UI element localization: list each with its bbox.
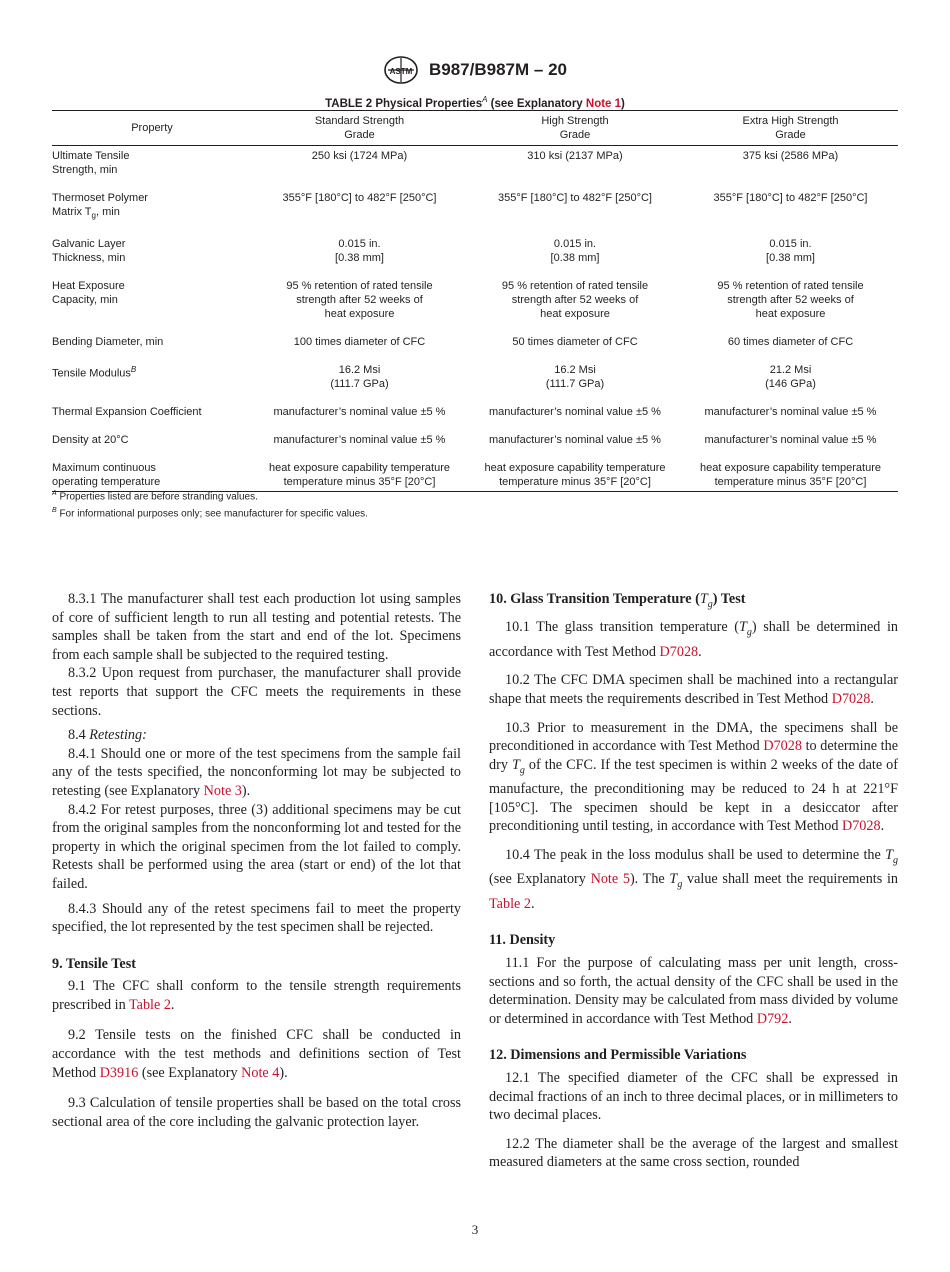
paragraph-8-4-1: 8.4.1 Should one or more of the test specimens from the sample fail any of the tests specified, the nonconforming lot may be subjected to retesting (see Explanatory Note 3). (52, 745, 461, 799)
table-column-header: High Strength Grade (541, 115, 609, 141)
value-cell-standard: 355°F [180°C] to 482°F [250°C] (282, 192, 437, 204)
property-cell: Tensile Modulus$^B$ (52, 365, 137, 380)
right-column (489, 590, 898, 1172)
footnote: $^B$ For informational purposes only; see manufacturer for specific values. (52, 506, 368, 520)
value-cell-standard: heat exposure capability temperature temperature minus 35°F [20°C] (269, 462, 450, 489)
value-cell-standard: 250 ksi (1724 MPa) (311, 150, 408, 162)
property-cell: Thermoset Polymer Matrix $T_g$, min (52, 192, 148, 221)
value-cell-high: 16.2 Msi (111.7 GPa) (545, 364, 605, 391)
property-cell: Heat Exposure Capacity, min (52, 280, 125, 307)
footnote: $^A$ Properties listed are before stranding values. (52, 490, 258, 503)
value-cell-extra: 21.2 Msi (146 GPa) (765, 364, 816, 391)
value-cell-standard: 0.015 in. [0.38 mm] (335, 238, 384, 265)
paragraph-9-3: 9.3 Calculation of tensile properties shall be based on the total cross sectional area of the core including the galvanic protection layer. (52, 1095, 461, 1130)
value-cell-extra: manufacturer’s nominal value ±5 % (704, 406, 877, 419)
value-cell-high: 310 ksi (2137 MPa) (527, 150, 623, 162)
paragraph-12-1: 12.1 The specified diameter of the CFC shall be expressed in decimal fractions of an inch to three decimal places, or in millimeters to two decimal places. (489, 1070, 898, 1124)
note-3-link[interactable]: Note 3 (203, 782, 242, 799)
d792-link[interactable]: D792 (756, 1010, 789, 1027)
section-11-heading: 11. Density (489, 932, 556, 949)
table-column-header: Property (131, 122, 173, 134)
value-cell-high: manufacturer’s nominal value ±5 % (489, 434, 661, 447)
table-row (52, 332, 898, 360)
d7028-link[interactable]: D7028 (831, 691, 871, 708)
paragraph-9-2: 9.2 Tensile tests on the finished CFC shall be conducted in accordance with the test methods and definitions section of Test Method D3916 (see Explanatory Note 4). (52, 1027, 461, 1081)
d7028-link[interactable]: D7028 (659, 643, 699, 660)
table-column-header: Extra High Strength Grade (742, 115, 839, 141)
paragraph-10-1: 10.1 The glass transition temperature $(T_g)$ shall be determined in accordance with Test Method D7028. (489, 619, 898, 660)
d3916-link[interactable]: D3916 (99, 1064, 139, 1081)
section-9-heading: 9. Tensile Test (52, 955, 136, 972)
paragraph-8-3-1: 8.3.1 The manufacturer shall test each production lot using samples of core of sufficient length to run all testing and potential retests. The samples shall be taken from the start and end of the lot. Specimens from each sample shall be subjected to the required testing. (52, 591, 461, 663)
value-cell-extra: 0.015 in. [0.38 mm] (766, 238, 815, 265)
paragraph-12-2: 12.2 The diameter shall be the average of the largest and smallest measured diameters at the same cross section, rounded (489, 1135, 898, 1171)
paragraph-10-4: 10.4 The peak in the loss modulus shall be used to determine the $T_g$ (see Explanatory Note 5). The $T_g$ value shall meet the requirements in Table 2. (489, 847, 898, 912)
table-row (52, 146, 898, 189)
value-cell-high: 50 times diameter of CFC (512, 336, 638, 349)
value-cell-standard: manufacturer’s nominal value ±5 % (273, 406, 446, 419)
physical-properties-table (52, 110, 898, 492)
property-cell: Maximum continuous operating temperature (52, 462, 161, 489)
property-cell: Thermal Expansion Coefficient (52, 406, 202, 419)
property-cell: Galvanic Layer Thickness, min (52, 238, 126, 265)
value-cell-extra: 60 times diameter of CFC (727, 336, 854, 349)
note-1-link[interactable]: Note 1 (585, 97, 622, 110)
property-cell: Bending Diameter, min (52, 336, 164, 349)
property-cell: Density at 20°C (52, 434, 129, 447)
table-2-link[interactable]: Table 2 (128, 996, 171, 1013)
note-4-link[interactable]: Note 4 (241, 1064, 280, 1081)
paragraph-8-4-3: 8.4.3 Should any of the retest specimens fail to meet the property specified, the lot represented by the test specimen shall be rejected. (52, 900, 461, 936)
paragraph-11-1: 11.1 For the purpose of calculating mass per unit length, cross-sections and so forth, the actual density of the CFC shall be used in the determination. Density may be calculated from mass divided by volume or determined in accordance with Test Method D792. (489, 955, 898, 1027)
paragraph-8-3-2: 8.3.2 Upon request from purchaser, the manufacturer shall provide test reports that support the CFC meets the requirements in these sections. (52, 665, 461, 719)
paragraph-10-2: 10.2 The CFC DMA specimen shall be machined into a rectangular shape that meets the requirements described in Test Method D7028. (489, 672, 898, 708)
value-cell-standard: 95 % retention of rated tensile strength after 52 weeks of heat exposure (286, 280, 433, 321)
table-row (52, 360, 898, 402)
value-cell-high: heat exposure capability temperature temperature minus 35°F [20°C] (484, 462, 666, 489)
paragraph-8-4-2: 8.4.2 For retest purposes, three (3) additional specimens may be cut from the original samples from the nonconforming lot and tested for the property in which the original specimen from the lot failed to comply. Retests shall be performed using the area (start or end) of the lot that failed. (52, 801, 461, 892)
note-5-link[interactable]: Note 5 (590, 871, 630, 888)
section-12-heading: 12. Dimensions and Permissible Variations (489, 1047, 747, 1064)
table-title: TABLE 2 Physical Properties$^A$ (see Explanatory Note 1) (325, 95, 625, 110)
property-cell: Ultimate Tensile Strength, min (52, 150, 130, 176)
paragraph-10-3: 10.3 Prior to measurement in the DMA, the specimens shall be preconditioned in accordance with Test Method D7028 to determine the dry $T_g$ of the CFC. If the test specimen is within 2 weeks of the date of manufacture, the preconditioning may be reduced to 24 h at 221°F [105°C]. The specimen should be kept in a desiccator after preconditioning until testing, in accordance with Test Method D7028. (489, 719, 898, 835)
value-cell-standard: 100 times diameter of CFC (293, 336, 426, 349)
value-cell-extra: 375 ksi (2586 MPa) (742, 150, 839, 162)
table-row (52, 188, 898, 234)
table-row (52, 234, 898, 276)
value-cell-standard: 16.2 Msi (111.7 GPa) (330, 364, 389, 391)
left-column (52, 590, 461, 1131)
table-row (52, 276, 898, 332)
d7028-link[interactable]: D7028 (841, 818, 881, 835)
page-number: 3 (471, 1222, 479, 1237)
value-cell-extra: manufacturer’s nominal value ±5 % (704, 434, 877, 447)
table-column-header: Standard Strength Grade (314, 115, 405, 141)
paragraph-8-4: 8.4 Retesting: (68, 727, 147, 744)
table-footnotes (52, 487, 898, 521)
value-cell-high: manufacturer’s nominal value ±5 % (489, 406, 661, 419)
value-cell-high: 355°F [180°C] to 482°F [250°C] (498, 192, 652, 204)
section-10-heading: 10. Glass Transition Temperature $(T_g)$ Test (489, 591, 746, 610)
value-cell-high: 95 % retention of rated tensile strength after 52 weeks of heat exposure (501, 280, 649, 321)
svg-text:ASTM: ASTM (389, 67, 413, 76)
d7028-link[interactable]: D7028 (763, 738, 802, 755)
value-cell-high: 0.015 in. [0.38 mm] (550, 238, 600, 265)
value-cell-standard: manufacturer’s nominal value ±5 % (273, 434, 446, 447)
value-cell-extra: heat exposure capability temperature temperature minus 35°F [20°C] (700, 462, 881, 489)
table-header-row (52, 111, 898, 146)
astm-logo-icon (383, 55, 419, 85)
value-cell-extra: 355°F [180°C] to 482°F [250°C] (713, 192, 868, 204)
table-row (52, 402, 898, 430)
value-cell-extra: 95 % retention of rated tensile strength after 52 weeks of heat exposure (717, 280, 864, 321)
paragraph-9-1: 9.1 The CFC shall conform to the tensile strength requirements prescribed in Table 2. (52, 978, 461, 1013)
document-designation: B987/B987M – 20 (429, 60, 567, 79)
table-2-link[interactable]: Table 2 (489, 895, 531, 912)
page-header (0, 55, 950, 85)
table-row (52, 430, 898, 458)
